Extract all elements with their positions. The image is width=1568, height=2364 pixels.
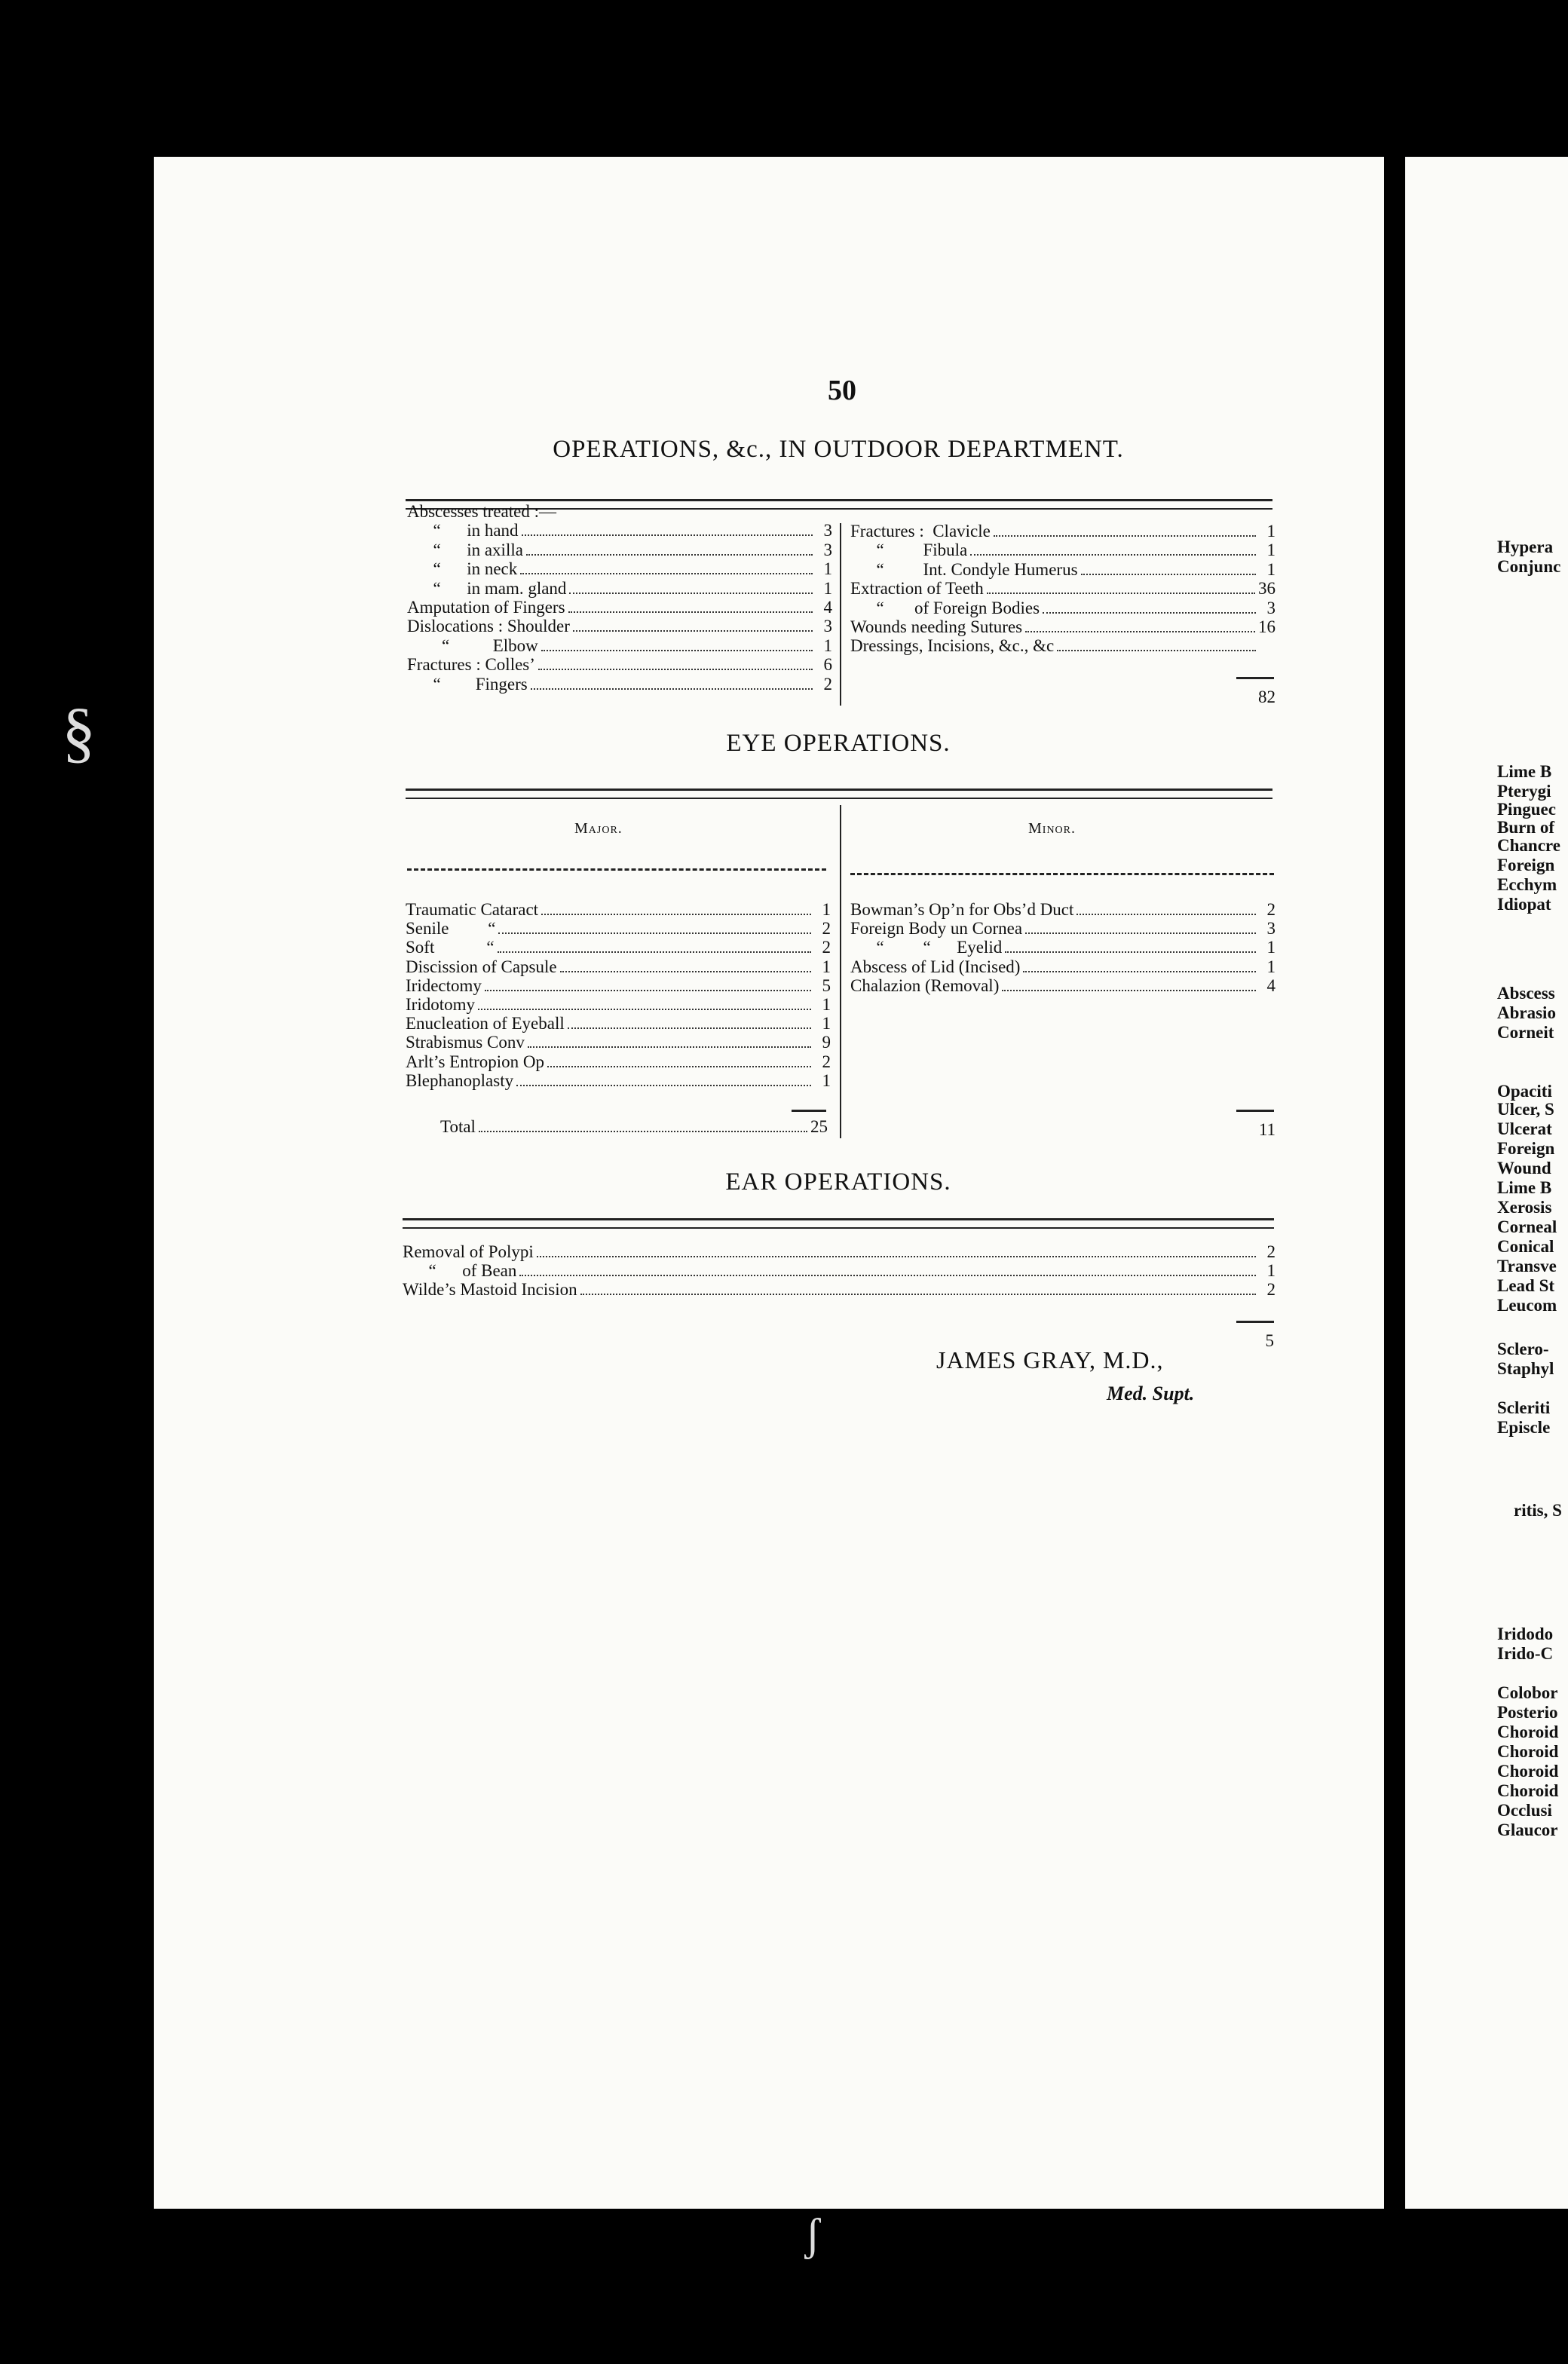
leader-dots <box>1025 932 1256 934</box>
ear-total-value: 5 <box>1265 1331 1274 1350</box>
eye-major-value: 2 <box>822 1052 831 1071</box>
outdoor-left-row <box>407 675 832 694</box>
outdoor-left-label: “ in hand <box>407 521 519 540</box>
right-page-fragment: Conjunc <box>1497 557 1561 576</box>
eye-major-row <box>406 919 831 939</box>
outdoor-left-value: 1 <box>823 559 832 579</box>
outdoor-left-label: Abscesses treated :— <box>407 502 556 521</box>
outdoor-right-value: 1 <box>1266 522 1276 540</box>
ear-value: 2 <box>1266 1280 1276 1300</box>
eye-minor-label: “ “ Eyelid <box>850 938 1003 957</box>
eye-major-label: Iridotomy <box>406 995 475 1014</box>
major-total-value: 25 <box>810 1117 828 1136</box>
outdoor-left-label: Amputation of Fingers <box>407 598 565 617</box>
total-label: Total <box>440 1117 476 1136</box>
right-page-fragment: Staphyl <box>1497 1359 1554 1378</box>
outdoor-left-row <box>407 540 832 560</box>
eye-major-row <box>406 976 831 996</box>
right-page-fragment: Lead St <box>1497 1276 1555 1295</box>
eye-major-row <box>406 1014 831 1033</box>
eye-major-row <box>406 1033 831 1052</box>
major-head-rule <box>407 868 826 871</box>
outdoor-total-rule <box>1236 677 1274 679</box>
outdoor-left-value: 1 <box>823 635 832 655</box>
eye-column-divider <box>840 805 841 1138</box>
right-page-fragment: Chancre <box>1497 836 1560 855</box>
leader-dots <box>1057 650 1256 651</box>
right-page-fragment: Posterio <box>1497 1703 1558 1722</box>
eye-major-value: 1 <box>822 1014 831 1033</box>
right-page-fragment: Scleriti <box>1497 1398 1551 1417</box>
ear-value: 2 <box>1266 1242 1276 1261</box>
outdoor-left-label: “ in axilla <box>407 540 523 559</box>
eye-major-row <box>406 995 831 1015</box>
outdoor-left-row <box>407 502 832 522</box>
eye-minor-label: Chalazion (Removal) <box>850 975 1000 995</box>
ear-value: 1 <box>1266 1261 1276 1281</box>
leader-dots <box>970 554 1256 556</box>
right-page-fragment: Abscess <box>1497 984 1555 1003</box>
right-page-fragment: Hypera <box>1497 537 1554 556</box>
outdoor-left-value: 3 <box>823 521 832 540</box>
outdoor-left-row <box>407 655 832 675</box>
eye-major-value: 1 <box>822 900 831 919</box>
outdoor-left-row <box>407 636 832 656</box>
leader-dots <box>568 1027 811 1029</box>
right-page-fragment: Irido-C <box>1497 1644 1554 1663</box>
eye-heading: EYE OPERATIONS. <box>726 730 951 757</box>
eye-major-value: 2 <box>822 919 831 939</box>
outdoor-right-value: 16 <box>1258 617 1276 636</box>
eye-minor-value: 3 <box>1266 919 1276 939</box>
leader-dots <box>987 593 1255 594</box>
eye-minor-label: Abscess of Lid (Incised) <box>850 957 1021 976</box>
right-page-fragment: Ulcerat <box>1497 1119 1552 1138</box>
right-page-fragment: Lime B <box>1497 1178 1552 1197</box>
eye-minor-row <box>850 976 1276 996</box>
eye-major-value: 2 <box>822 938 831 957</box>
leader-dots <box>568 611 813 613</box>
outdoor-right-row <box>850 617 1276 637</box>
right-page-fragment: Choroid <box>1497 1781 1559 1800</box>
right-page-fragment: Conical <box>1497 1237 1554 1256</box>
outdoor-left-row <box>407 579 832 599</box>
leader-dots <box>479 1131 807 1132</box>
page-number: 50 <box>828 375 856 406</box>
outdoor-right-row <box>850 579 1276 599</box>
leader-dots <box>1043 612 1256 614</box>
right-page-fragment: Leucom <box>1497 1296 1557 1315</box>
right-page-fragment: Xerosis <box>1497 1198 1552 1217</box>
eye-major-label: Discission of Capsule <box>406 957 557 976</box>
outdoor-right-value: 1 <box>1266 540 1276 560</box>
ear-label: Wilde’s Mastoid Incision <box>403 1280 577 1300</box>
right-page-fragment: Opaciti <box>1497 1082 1552 1101</box>
outdoor-right-label: Wounds needing Sutures <box>850 617 1023 636</box>
eye-minor-row <box>850 900 1276 920</box>
leader-dots <box>478 1009 811 1010</box>
eye-major-value: 5 <box>822 975 831 995</box>
eye-major-label: Strabismus Conv <box>406 1033 525 1052</box>
eye-minor-label: Foreign Body un Cornea <box>850 919 1023 939</box>
leader-dots <box>541 914 811 915</box>
outdoor-right-label: Fractures : Clavicle <box>850 522 991 540</box>
right-page-fragment: Transve <box>1497 1257 1557 1275</box>
leader-dots <box>531 688 813 690</box>
right-page-fragment: ritis, S <box>1514 1501 1562 1520</box>
outdoor-left-value: 2 <box>823 674 832 694</box>
leader-dots <box>520 573 813 574</box>
right-page-fragment: Burn of <box>1497 818 1555 837</box>
leader-dots <box>526 554 813 556</box>
leader-dots <box>541 650 813 651</box>
major-total-rule <box>792 1110 826 1112</box>
right-page-fragment: Idiopat <box>1497 895 1551 914</box>
leader-dots <box>1076 914 1256 915</box>
right-page-fragment: Abrasio <box>1497 1003 1556 1022</box>
right-page-fragment: Pterygi <box>1497 782 1551 801</box>
right-page-fragment: Glaucor <box>1497 1820 1558 1839</box>
eye-minor-value: 2 <box>1266 900 1276 919</box>
outdoor-left-value: 3 <box>823 617 832 636</box>
right-page-fragment: Choroid <box>1497 1742 1559 1761</box>
minor-head-rule <box>850 873 1274 875</box>
outdoor-column-divider <box>840 523 841 706</box>
leader-dots <box>547 1066 811 1067</box>
eye-minor-value: 1 <box>1266 957 1276 976</box>
outdoor-right-label: Extraction of Teeth <box>850 579 984 599</box>
outdoor-left-row <box>407 598 832 617</box>
right-page-fragment: Wound <box>1497 1159 1551 1177</box>
right-page-fragment: Corneal <box>1497 1217 1557 1236</box>
right-page-fragment: Pinguec <box>1497 800 1556 819</box>
outdoor-right-row <box>850 636 1276 656</box>
right-page-fragment: Ulcer, S <box>1497 1100 1554 1119</box>
eye-minor-value: 4 <box>1266 975 1276 995</box>
eye-major-label: Senile “ <box>406 919 496 939</box>
ear-total-rule <box>1236 1321 1274 1323</box>
scan-artifact-thread: ʃ <box>805 2209 820 2259</box>
leader-dots <box>1002 990 1256 991</box>
eye-minor-row <box>850 957 1276 977</box>
right-page-fragment: Lime B <box>1497 762 1552 781</box>
eye-major-label: Traumatic Cataract <box>406 900 539 919</box>
signature-title: Med. Supt. <box>1107 1383 1195 1404</box>
outdoor-right-row <box>850 540 1276 560</box>
outdoor-left-value: 1 <box>823 578 832 598</box>
right-page-fragment: Foreign <box>1497 856 1555 874</box>
right-page-fragment: Sclero- <box>1497 1340 1549 1358</box>
right-page-fragment: Occlusi <box>1497 1801 1552 1820</box>
eye-major-value: 1 <box>822 995 831 1014</box>
eye-major-row <box>406 938 831 957</box>
outdoor-right-value: 3 <box>1266 598 1276 617</box>
leader-dots <box>1081 574 1256 575</box>
leader-dots <box>560 971 811 972</box>
minor-total-row <box>1236 1120 1276 1140</box>
outdoor-left-label: “ in mam. gland <box>407 578 567 598</box>
outdoor-left-label: Fractures : Colles’ <box>407 655 535 675</box>
leader-dots <box>994 535 1256 537</box>
leader-dots <box>485 990 811 991</box>
leader-dots <box>1025 631 1255 632</box>
leader-dots <box>498 932 811 934</box>
outdoor-left-label: Dislocations : Shoulder <box>407 617 570 636</box>
right-page-fragment: Episcle <box>1497 1418 1551 1437</box>
ear-row <box>403 1242 1276 1262</box>
leader-dots <box>538 669 813 670</box>
major-total-row <box>440 1117 828 1137</box>
leader-dots <box>537 1256 1256 1257</box>
leader-dots <box>522 534 813 536</box>
outdoor-right-label: Dressings, Incisions, &c., &c <box>850 636 1055 656</box>
eye-top-rule <box>406 789 1272 799</box>
right-page-fragment: Ecchym <box>1497 875 1557 894</box>
minor-total-rule <box>1236 1110 1274 1112</box>
page-title: OPERATIONS, &c., IN OUTDOOR DEPARTMENT. <box>553 436 1124 463</box>
eye-major-label: Iridectomy <box>406 975 482 995</box>
outdoor-total <box>1236 687 1276 707</box>
leader-dots <box>516 1085 811 1086</box>
outdoor-left-row <box>407 521 832 540</box>
signature-name: JAMES GRAY, M.D., <box>936 1346 1164 1373</box>
eye-major-row <box>406 957 831 977</box>
eye-major-row <box>406 1071 831 1091</box>
leader-dots <box>528 1046 811 1048</box>
leader-dots <box>580 1294 1256 1295</box>
ear-row <box>403 1280 1276 1300</box>
outdoor-left-row <box>407 559 832 579</box>
outdoor-right-label: “ of Foreign Bodies <box>850 598 1040 617</box>
eye-major-row <box>406 1052 831 1072</box>
right-page-fragment: Corneit <box>1497 1023 1554 1042</box>
outdoor-right-row <box>850 522 1276 541</box>
right-page-fragment: Foreign <box>1497 1139 1555 1158</box>
outdoor-total-value: 82 <box>1258 687 1276 706</box>
ear-top-rule <box>403 1218 1274 1229</box>
eye-major-row <box>406 900 831 920</box>
outdoor-left-value: 3 <box>823 540 832 559</box>
ear-heading: EAR OPERATIONS. <box>725 1168 951 1196</box>
ear-label: “ of Bean <box>403 1261 517 1281</box>
right-page-fragment: Colobor <box>1497 1683 1558 1702</box>
outdoor-left-label: “ Fingers <box>407 674 528 694</box>
eye-minor-row <box>850 919 1276 939</box>
minor-column-head: Minor. <box>1028 820 1076 837</box>
eye-major-label: Blephanoplasty <box>406 1070 514 1090</box>
outdoor-right-value: 36 <box>1258 579 1276 599</box>
eye-major-value: 1 <box>822 957 831 976</box>
outdoor-left-label: “ Elbow <box>407 635 538 655</box>
eye-minor-value: 1 <box>1266 938 1276 957</box>
eye-major-label: Arlt’s Entropion Op <box>406 1052 544 1071</box>
leader-dots <box>519 1275 1256 1276</box>
major-column-head: Major. <box>574 820 623 837</box>
minor-total-value: 11 <box>1258 1120 1276 1139</box>
eye-major-label: Soft “ <box>406 938 495 957</box>
eye-major-value: 1 <box>822 1070 831 1090</box>
outdoor-right-label: “ Fibula <box>850 540 968 560</box>
leader-dots <box>1023 971 1256 972</box>
outdoor-right-row <box>850 599 1276 618</box>
eye-major-value: 9 <box>822 1033 831 1052</box>
eye-major-label: Enucleation of Eyeball <box>406 1014 565 1033</box>
right-page-fragment: Choroid <box>1497 1762 1559 1781</box>
ear-label: Removal of Polypi <box>403 1242 534 1261</box>
outdoor-right-row <box>850 560 1276 580</box>
ear-row <box>403 1261 1276 1281</box>
right-page-fragment: Choroid <box>1497 1722 1559 1741</box>
leader-dots <box>1005 951 1256 953</box>
leader-dots <box>498 951 811 953</box>
outdoor-left-value: 6 <box>823 655 832 675</box>
right-page-fragment: Iridodo <box>1497 1624 1554 1643</box>
eye-minor-label: Bowman’s Op’n for Obs’d Duct <box>850 900 1074 919</box>
eye-minor-row <box>850 938 1276 957</box>
outdoor-left-label: “ in neck <box>407 559 518 579</box>
leader-dots <box>569 593 813 594</box>
ear-total <box>1236 1331 1274 1351</box>
leader-dots <box>573 630 813 632</box>
outdoor-left-row <box>407 617 832 636</box>
outdoor-right-value: 1 <box>1266 559 1276 579</box>
scan-artifact-squiggle: § <box>62 695 96 770</box>
outdoor-left-value: 4 <box>823 598 832 617</box>
outdoor-right-label: “ Int. Condyle Humerus <box>850 559 1078 579</box>
